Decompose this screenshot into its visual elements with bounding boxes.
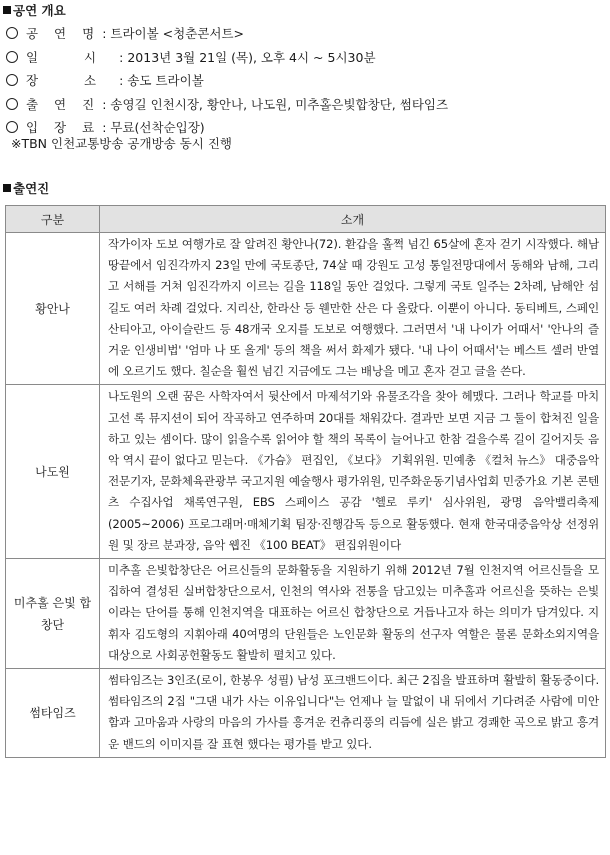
overview-label: 공 연 명 (26, 26, 101, 41)
performers-heading-text: 출연진 (13, 181, 50, 196)
overview-heading (3, 3, 66, 19)
table-header-row (6, 206, 606, 233)
colon: : (119, 73, 124, 88)
circle-bullet-icon (6, 27, 18, 39)
circle-bullet-icon (6, 98, 18, 110)
colon: : (102, 96, 107, 112)
performer-intro: 작가이자 도보 여행가로 잘 알려진 황안나(72). 환갑을 훌쩍 넘긴 65살에 혼자 걷기 시작했다. 해남 땅끝에서 임진각까지 23일 만에 국토종단, 74살 때 강원도 고성 통일전망대에서 동해와 남해, 그리고 서해를 거쳐 임진각까지 이르는 길을 118일 동안 걸었다. 그렇게 국토 일주는 2차례, 남해안 섬길도 여러 차례 걸었다. 지리산, 한라산 등 웬만한 산은 다 올랐다. 이뿐이 아니다. 동티베트, 스페인 산티아고, 아이슬란드 등 48개국 오지를 도보로 여행했다. 그러면서 '내 나이가 어때서' '안나의 즐거운 인생비법' '엄마 나 또 올게' 등의 책을 써서 화제가 됐다. '내 나이 어때서'는 베스트 셀러 반열에 오르기도 했다. 칠순을 훨씬 넘긴 지금에도 그는 배낭을 메고 혼자 걷고 글을 쓴다. (100, 233, 606, 385)
overview-value: 송도 트라이볼 (127, 73, 204, 88)
overview-value: 2013년 3월 21일 (목), 오후 4시 ~ 5시30분 (127, 49, 376, 65)
colon: : (119, 49, 124, 65)
overview-label: 입 장 료 (26, 120, 101, 135)
circle-bullet-icon (6, 74, 18, 86)
colon: : (102, 120, 107, 135)
overview-label: 일 시 (26, 49, 118, 65)
square-bullet-icon (3, 6, 11, 14)
square-bullet-icon (3, 184, 11, 192)
performer-name: 황안나 (6, 233, 100, 385)
overview-list (6, 22, 606, 140)
circle-bullet-icon (6, 121, 18, 133)
performer-intro: 나도원의 오랜 꿈은 사학자여서 뒷산에서 마제석기와 유물조각을 찾아 헤맸다. 그러나 학교를 마치고선 록 뮤지션이 되어 작곡하고 연주하며 20대를 채워갔다. 결과만 보면 지금 그 둘이 합쳐진 일을 하고 있는 셈이다. 많이 읽을수록 읽어야 할 책의 목록이 늘어나고 한참 걸을수록 길이 길어지듯 음악 역시 끝이 없다고 믿는다. 《가슴》 편집인, 《보다》 기획위원. 민예총 《컬처 뉴스》 대중음악전문기자, 문화체육관광부 국고지원 예술행사 평가위원, 민주화운동기념사업회 민중가요 기본 콘텐츠 수집사업 채록연구원, EBS 스페이스 공감 '헬로 루키' 심사위원, 광명 음악밸리축제(2005~2006) 프로그래머·매체기획 팀장·진행감독 등으로 활동했다. 현재 한국대중음악상 선정위원 및 장르 분과장, 음악 웹진 《100 BEAT》 편집위원이다 (100, 385, 606, 559)
table-row (6, 669, 606, 758)
overview-item-title (6, 22, 606, 46)
performers-heading (3, 181, 49, 197)
column-header-intro: 소개 (100, 206, 606, 233)
table-row (6, 385, 606, 559)
performer-intro: 썸타임즈는 3인조(로이, 한봉우 성필) 남성 포크밴드이다. 최근 2집을 발표하며 활발히 활동중이다. 썸타임즈의 2집 "그댄 내가 사는 이유입니다"는 언제나 늘 말없이 내 뒤에서 기다려준 사람에 미안함과 고마움과 사랑의 마음의 가사를 흥겨운 컨츄리풍의 리듬에 실은 밝고 경쾌한 곡으로 밝고 흥겨운 밴드의 이미지를 잘 표현 했다는 평가를 받고 있다. (100, 669, 606, 758)
performer-name: 썸타임즈 (6, 669, 100, 758)
performer-intro: 미추홀 은빛합창단은 어르신들의 문화활동을 지원하기 위해 2012년 7월 인천지역 어르신들을 모집하여 결성된 실버합창단으로서, 인천의 역사와 전통을 담고있는 미추홀과 어르신을 뜻하는 은빛이라는 단어를 통해 인천지역을 대표하는 어르신 합창단으로 거듭나고자 하는 의미가 담겨있다. 지휘자 김도형의 지휘아래 40여명의 단원들은 노인문화 활동의 선구자 역할은 물론 문화소외지역을 대상으로 사회공헌활동도 활발히 펼치고 있다. (100, 559, 606, 669)
table-row (6, 559, 606, 669)
broadcast-note: ※TBN 인천교통방송 공개방송 동시 진행 (11, 136, 232, 151)
column-header-category: 구분 (6, 206, 100, 233)
overview-value: 트라이볼 <청춘콘서트> (110, 26, 245, 41)
overview-value: 무료(선착순입장) (110, 120, 205, 135)
overview-item-cast (6, 93, 606, 117)
colon: : (102, 26, 107, 41)
overview-item-datetime (6, 46, 606, 70)
overview-item-venue (6, 69, 606, 93)
circle-bullet-icon (6, 51, 18, 63)
overview-value: 송영길 인천시장, 황안나, 나도원, 미추홀은빛합창단, 썸타임즈 (110, 96, 449, 112)
table-row (6, 233, 606, 385)
overview-label: 장 소 (26, 73, 118, 88)
performers-table (5, 205, 606, 758)
overview-label: 출 연 진 (26, 96, 101, 112)
performer-name: 나도원 (6, 385, 100, 559)
overview-heading-text: 공연 개요 (13, 3, 66, 18)
performer-name: 미추홀 은빛 합창단 (6, 559, 100, 669)
